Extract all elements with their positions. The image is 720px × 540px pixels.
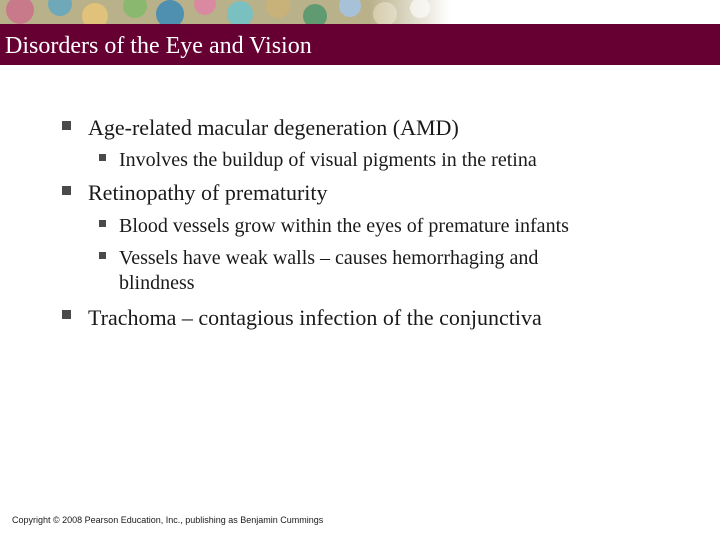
sub-bullet-item: Vessels have weak walls – causes hemorrhaging and blindness [119, 247, 539, 294]
bullet-item: Retinopathy of prematurity [88, 180, 328, 205]
bullet-item: Age-related macular degeneration (AMD) [88, 115, 459, 140]
square-bullet-icon [62, 121, 71, 130]
square-bullet-icon [99, 220, 106, 227]
square-bullet-icon [62, 186, 71, 195]
sub-bullet-item: Blood vessels grow within the eyes of premature infants [119, 215, 569, 237]
square-bullet-icon [62, 310, 71, 319]
square-bullet-icon [99, 154, 106, 161]
bullet-item: Trachoma – contagious infection of the conjunctiva [88, 305, 542, 330]
copyright-footer: Copyright © 2008 Pearson Education, Inc., publishing as Benjamin Cummings [12, 515, 324, 525]
slide-title: Disorders of the Eye and Vision [5, 33, 312, 59]
sub-bullet-item: Involves the buildup of visual pigments in the retina [119, 149, 537, 171]
square-bullet-icon [99, 252, 106, 259]
